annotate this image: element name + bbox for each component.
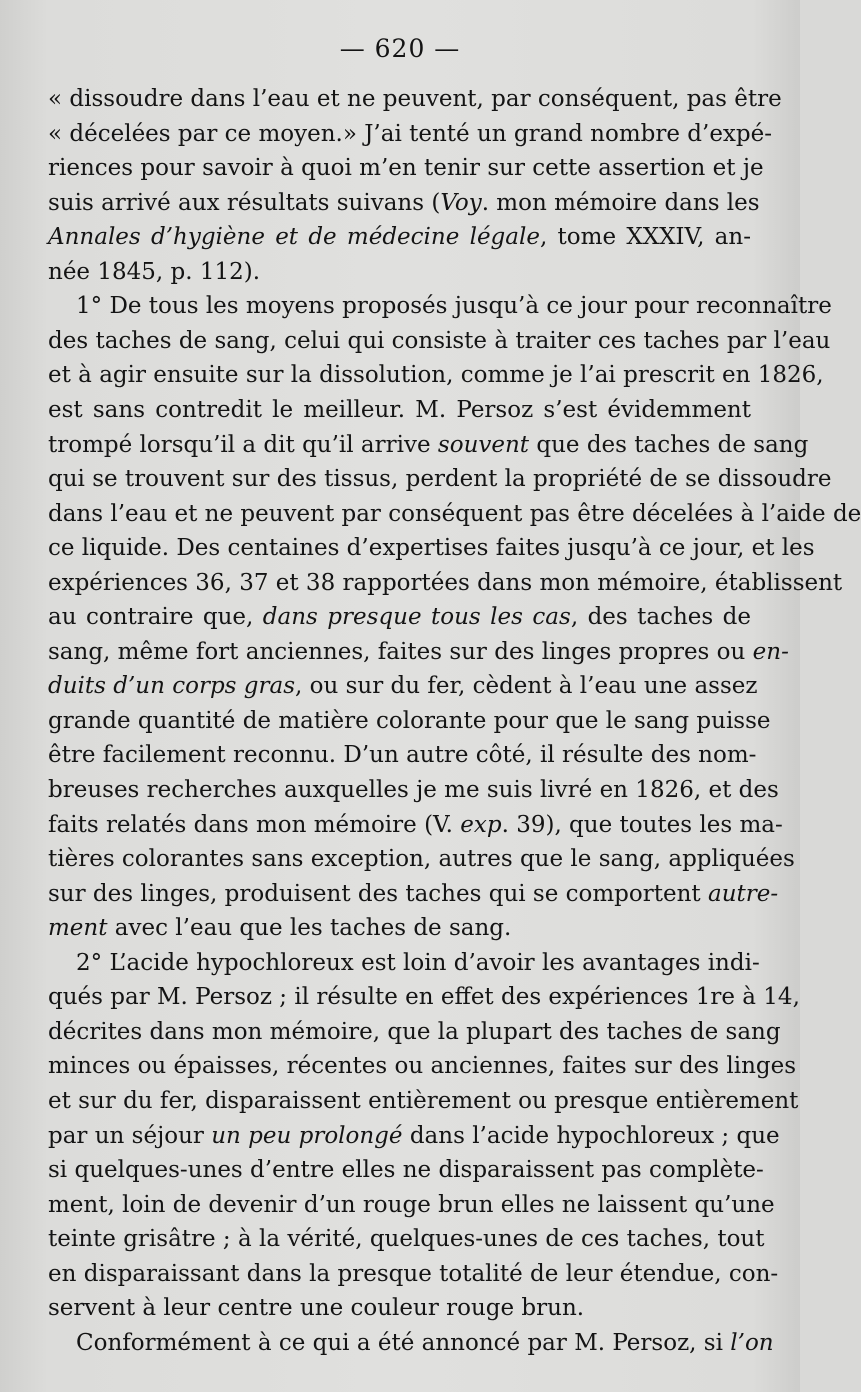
page-number: — 620 — <box>339 34 461 63</box>
italic-text: dans presque tous les cas <box>262 604 571 631</box>
text-line <box>48 704 771 738</box>
text-line <box>48 911 751 945</box>
text-line <box>48 842 795 876</box>
text-line <box>48 186 760 220</box>
text-line <box>48 324 831 358</box>
text-run: . mon mémoire dans les <box>481 189 760 216</box>
text-line <box>48 738 757 772</box>
text-run: décrites dans mon mémoire, que la plupart des taches de sang <box>48 1018 781 1045</box>
text-run: au contraire que, <box>48 604 263 631</box>
text-line <box>48 635 789 669</box>
text-line <box>48 358 824 392</box>
text-line <box>76 1326 774 1360</box>
text-line <box>48 428 809 462</box>
text-line <box>76 289 832 323</box>
text-run: servent à leur centre une couleur rouge brun. <box>48 1295 585 1322</box>
text-line <box>76 946 760 980</box>
text-run: ce liquide. Des centaines d’expertises faites jusqu’à ce jour, et les <box>48 535 815 562</box>
text-run: qués par M. Persoz ; il résulte en effet des expériences 1re à 14, <box>48 984 800 1011</box>
text-run: riences pour savoir à quoi m’en tenir sur cette assertion et je <box>48 155 764 182</box>
text-line <box>48 877 779 911</box>
text-run: 2° L’acide hypochloreux est loin d’avoir les avantages indi- <box>76 949 760 976</box>
text-run: teinte grisâtre ; à la vérité, quelques-unes de ces taches, tout <box>48 1226 765 1253</box>
text-line <box>48 255 751 289</box>
text-run: dans l’eau et ne peuvent par conséquent pas être décelées à l’aide de <box>48 500 861 527</box>
text-run: , ou sur du fer, cèdent à l’eau une assez <box>295 673 758 700</box>
text-line <box>48 669 758 703</box>
text-line <box>48 462 832 496</box>
text-run: expériences 36, 37 et 38 rapportées dans mon mémoire, établissent <box>48 569 843 596</box>
text-run: . 39), que toutes les ma- <box>501 811 783 838</box>
text-run: et à agir ensuite sur la dissolution, comme je l’ai prescrit en 1826, <box>48 362 824 389</box>
text-run: que des taches de sang <box>529 431 809 458</box>
text-run: trompé lorsqu’il a dit qu’il arrive <box>48 431 438 458</box>
text-run: , tome XXXIV, an- <box>539 224 751 251</box>
text-run: , des taches de <box>570 604 752 631</box>
text-line <box>48 808 783 842</box>
text-line <box>48 1015 781 1049</box>
italic-text: en- <box>752 638 789 665</box>
text-run: sur des linges, produisent des taches qui se comportent <box>48 880 708 907</box>
italic-text: Annales d’hygiène et de médecine légale <box>48 224 540 251</box>
text-run: avec l’eau que les taches de sang. <box>107 915 512 942</box>
text-run: tières colorantes sans exception, autres que le sang, appliquées <box>48 846 795 873</box>
text-run: des taches de sang, celui qui consiste à traiter ces taches par l’eau <box>48 327 831 354</box>
text-run: sang, même fort anciennes, faites sur des linges propres ou <box>48 638 753 665</box>
text-run: suis arrivé aux résultats suivans ( <box>48 189 441 216</box>
text-run: dans l’acide hypochloreux ; que <box>402 1122 780 1149</box>
text-run: qui se trouvent sur des tissus, perdent la propriété de se dissoudre <box>48 466 832 493</box>
text-run: « décelées par ce moyen.» J’ai tenté un grand nombre d’expé- <box>48 120 773 147</box>
text-line <box>48 980 800 1014</box>
text-run: née 1845, p. 112). <box>48 258 261 285</box>
text-run: en disparaissant dans la presque totalité de leur étendue, con- <box>48 1260 779 1287</box>
italic-text: exp <box>460 811 502 838</box>
text-run: si quelques-unes d’entre elles ne disparaissent pas complète- <box>48 1157 764 1184</box>
text-run: 1° De tous les moyens proposés jusqu’à ce jour pour reconnaître <box>76 293 832 320</box>
italic-text: duits d’un corps gras <box>48 673 296 700</box>
text-line <box>48 1153 764 1187</box>
text-run: et sur du fer, disparaissent entièrement ou presque entièrement <box>48 1087 799 1114</box>
italic-text: Voy <box>440 189 482 216</box>
italic-text: l’on <box>730 1329 774 1356</box>
text-run: par un séjour <box>48 1122 212 1149</box>
text-line <box>48 393 751 427</box>
italic-text: souvent <box>437 431 530 458</box>
text-line <box>48 1222 765 1256</box>
text-line <box>48 531 815 565</box>
text-line <box>48 1084 799 1118</box>
text-run: ment, loin de devenir d’un rouge brun elles ne laissent qu’une <box>48 1191 775 1218</box>
text-run: « dissoudre dans l’eau et ne peuvent, par conséquent, pas être <box>48 86 782 112</box>
text-line <box>48 566 843 600</box>
text-line <box>48 220 751 254</box>
text-line <box>48 1257 779 1291</box>
text-run: Conformément à ce qui a été annoncé par M. Persoz, si <box>76 1329 731 1356</box>
text-run: grande quantité de matière colorante pour que le sang puisse <box>48 707 771 734</box>
text-line <box>48 1119 780 1153</box>
text-run: minces ou épaisses, récentes ou anciennes, faites sur des linges <box>48 1053 797 1080</box>
text-run: faits relatés dans mon mémoire (V. <box>48 811 461 838</box>
text-run: est sans contredit le meilleur. M. Persoz s’est évidemment <box>48 396 751 423</box>
text-line <box>48 1291 751 1325</box>
text-run: être facilement reconnu. D’un autre côté, il résulte des nom- <box>48 742 757 769</box>
italic-text: un peu prolongé <box>211 1122 403 1149</box>
text-line <box>48 1188 775 1222</box>
text-line <box>48 82 782 116</box>
text-line <box>48 773 779 807</box>
text-line <box>48 151 764 185</box>
italic-text: autre- <box>707 880 779 907</box>
text-line <box>48 117 773 151</box>
text-run: breuses recherches auxquelles je me suis livré en 1826, et des <box>48 777 779 803</box>
text-line <box>48 600 751 634</box>
text-line <box>48 1049 797 1083</box>
text-line <box>48 497 861 531</box>
italic-text: ment <box>48 915 108 942</box>
